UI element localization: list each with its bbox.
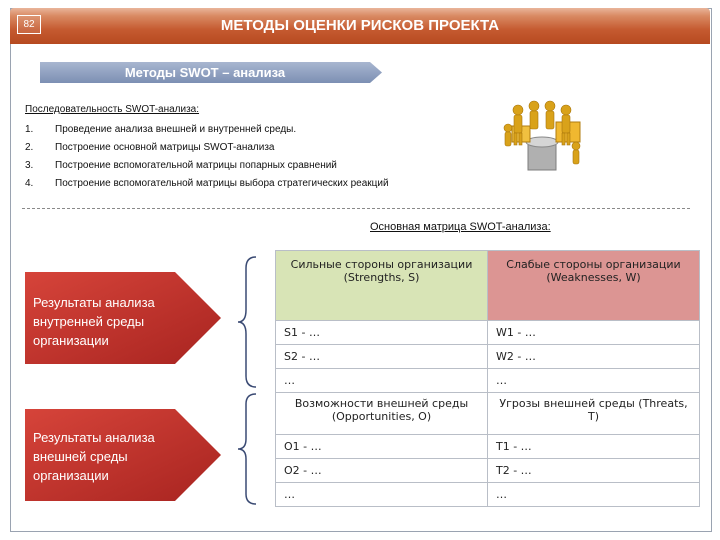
table-cell: …	[488, 369, 700, 393]
list-item: 2. Построение основной матрицы SWOT-анализа	[25, 142, 275, 153]
list-item: 1. Проведение анализа внешней и внутренней среды.	[25, 124, 297, 135]
table-cell: S1 - …	[276, 321, 488, 345]
table-row	[276, 459, 700, 483]
external-brace-icon	[236, 393, 258, 505]
table-cell: …	[276, 483, 488, 507]
list-item: 4. Построение вспомогательной матрицы выбора стратегических реакций	[25, 178, 389, 189]
table-cell: O1 - …	[276, 435, 488, 459]
table-cell: …	[276, 369, 488, 393]
table-cell: W1 - …	[488, 321, 700, 345]
table-row	[276, 321, 700, 345]
swot-matrix-table	[275, 250, 700, 507]
table-row	[276, 435, 700, 459]
internal-analysis-label: Результаты анализа внутренней среды организации	[33, 295, 155, 348]
table-row	[276, 345, 700, 369]
table-cell: T1 - …	[488, 435, 700, 459]
table-cell: T2 - …	[488, 459, 700, 483]
table-cell: S2 - …	[276, 345, 488, 369]
threats-header: Угрозы внешней среды (Threats, T)	[488, 393, 700, 435]
weaknesses-header: Слабые стороны организации (Weaknesses, W)	[488, 251, 700, 321]
sequence-title: Последовательность SWOT-анализа:	[25, 104, 200, 115]
subtitle: Методы SWOT – анализа	[124, 65, 286, 80]
table-cell: O2 - …	[276, 459, 488, 483]
slide-number: 82	[17, 15, 41, 34]
table-cell: W2 - …	[488, 345, 700, 369]
strengths-header: Сильные стороны организации (Strengths, S)	[276, 251, 488, 321]
matrix-title: Основная матрица SWOT-анализа:	[370, 221, 551, 233]
table-row	[276, 369, 700, 393]
table-cell: …	[488, 483, 700, 507]
internal-brace-icon	[236, 256, 258, 388]
table-row	[276, 483, 700, 507]
team-illustration-icon	[498, 98, 586, 178]
section-divider	[22, 208, 690, 209]
list-item: 3. Построение вспомогательной матрицы попарных сравнений	[25, 160, 337, 171]
slide-title: МЕТОДЫ ОЦЕНКИ РИСКОВ ПРОЕКТА	[220, 17, 500, 34]
opportunities-header: Возможности внешней среды (Opportunities, O)	[276, 393, 488, 435]
external-analysis-label: Результаты анализа внешней среды организации	[33, 430, 155, 483]
sequence-list	[25, 121, 389, 193]
